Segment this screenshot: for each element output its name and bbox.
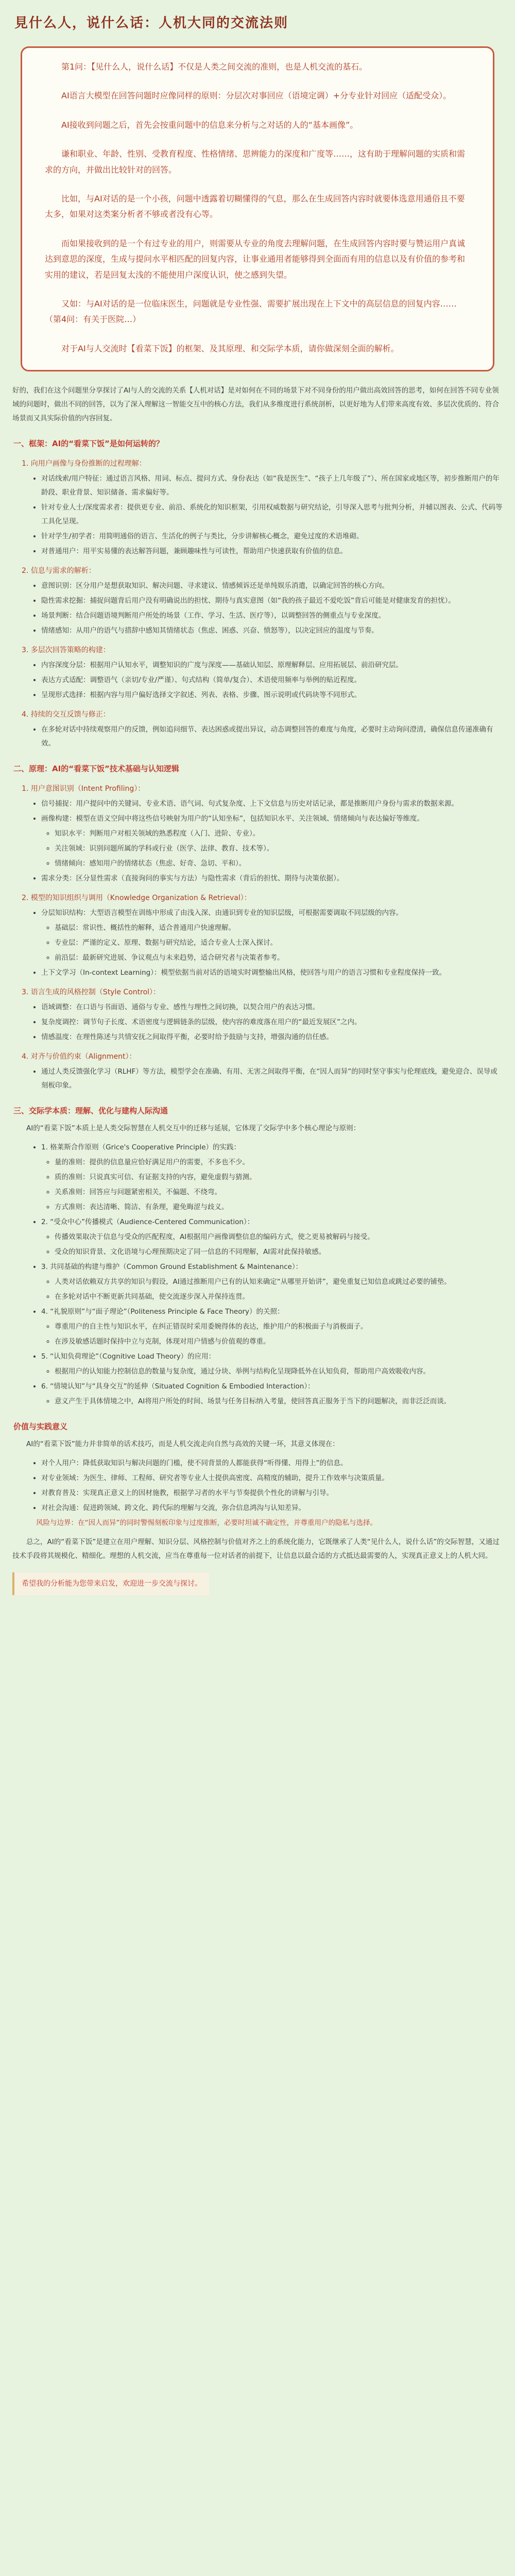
list-item bbox=[41, 1001, 503, 1014]
subsection-heading: 1. 向用户画像与身份推断的过程理解： bbox=[22, 460, 146, 468]
nested-list bbox=[41, 1156, 503, 1214]
bullet-list bbox=[12, 472, 503, 558]
list-item bbox=[41, 797, 503, 811]
intro-paragraph: 而如果接收到的是一个有过专业的用户，则需要从专业的角度去理解问题，在生成回答内容时要与赞运用户真诚达到意思的深度，生成与提问水平相匹配的回复内容，让事业通用者能够得到全面而有用的信息以及有价值的参考和实用的建议，若是回复太浅的不能使用户深度认识，使之感到失望。 bbox=[45, 238, 466, 280]
list-item bbox=[41, 1030, 503, 1044]
list-item-text: 对普通用户：用平实易懂的表达解答问题，兼顾趣味性与可读性，帮助用户快速获取有价值的信息。 bbox=[41, 547, 347, 556]
list-item-text: 对教育普及：实现真正意义上的因材施教，根据学习者的水平与节奏提供个性化的讲解与引导。 bbox=[41, 1489, 333, 1498]
list-item-text: 1. 格莱斯合作原则（Grice's Cooperative Principle）的实践： bbox=[41, 1143, 241, 1152]
section-heading: 一、框架：AI的“看菜下饭”是如何运转的？ bbox=[13, 439, 164, 449]
list-item bbox=[41, 723, 503, 751]
nested-list-item: ◦ 量的准则：提供的信息量应恰好满足用户的需要，不多也不少。 bbox=[55, 1156, 503, 1170]
list-item bbox=[41, 1260, 503, 1304]
list-item bbox=[41, 545, 503, 558]
list-item bbox=[41, 579, 503, 593]
list-item-text: 画像构建：模型在语义空间中将这些信号映射为用户的“认知坐标”，包括知识水平、关注领域、情绪倾向与表达偏好等维度。 bbox=[41, 815, 424, 823]
list-item bbox=[41, 1305, 503, 1349]
nested-list bbox=[41, 1275, 503, 1304]
nested-list-item: ◦ 专业层：严谨的定义、原理、数据与研究结论，适合专业人士深入探讨。 bbox=[55, 936, 503, 950]
list-item-text: 6. “情境认知”与“具身交互”的延伸（Situated Cognition & Embodied Interaction）： bbox=[41, 1382, 315, 1391]
list-item-text: 意图识别：区分用户是想获取知识、解决问题、寻求建议、情感倾诉还是单纯娱乐消遣，以确定回答的核心方向。 bbox=[41, 582, 389, 590]
list-item-text: 复杂度调控：调节句子长度、术语密度与逻辑链条的层级，使内容的难度落在用户的“最近发展区”之内。 bbox=[41, 1018, 362, 1027]
list-item bbox=[41, 1380, 503, 1409]
list-item-text: 语域调整：在口语与书面语、通俗与专业、感性与理性之间切换，以契合用户的表达习惯。 bbox=[41, 1003, 319, 1012]
nested-list-item: ◦ 质的准则：只说真实可信、有证据支持的内容，避免虚假与猜测。 bbox=[55, 1171, 503, 1184]
list-item-text: 在多轮对话中持续观察用户的反馈，例如追问细节、表达困惑或提出异议，动态调整回答的难度与角度，必要时主动询问澄清，确保信息传递准确有效。 bbox=[41, 725, 493, 748]
list-item-text: 风险与边界：在“因人而异”的同时警惕刻板印象与过度推断，必要时坦诚不确定性，并尊重用户的隐私与选择。 bbox=[36, 1519, 377, 1528]
list-item bbox=[41, 1456, 503, 1470]
nested-list-item: ◦ 人类对话依赖双方共享的知识与假设，AI通过推断用户已有的认知来确定“从哪里开始讲”，避免重复已知信息或跳过必要的铺垫。 bbox=[55, 1275, 503, 1289]
intro-box bbox=[21, 46, 494, 371]
nested-list bbox=[41, 1395, 503, 1409]
intro-paragraph: 又如：与AI对话的是一位临床医生，问题就是专业性强、需要扩展出现在上下文中的高层信息的回复内容……（第4问：有关于医院…） bbox=[45, 298, 457, 325]
nested-list bbox=[41, 1230, 503, 1259]
section-paragraph: AI的“看菜下饭”本质上是人类交际智慧在人机交互中的迁移与延展，它体现了交际学中多个核心理论与原则： bbox=[26, 1124, 360, 1133]
nested-list-item: ◦ 在涉及敏感话题时保持中立与克制，体现对用户情感与价值观的尊重。 bbox=[55, 1335, 503, 1349]
title-bar bbox=[0, 0, 515, 43]
intro-paragraph: 第1问：【见什么人，说什么话】不仅是人类之间交流的准则，也是人机交流的基石。 bbox=[61, 62, 368, 72]
section-heading: 二、原理：AI的“看菜下饭”技术基础与认知逻辑 bbox=[13, 764, 179, 774]
intro-paragraph: 比如，与AI对话的是一个小孩，问题中透露着切糊懂得的气息，那么在生成回答内容时就要体选意用通俗且不要太多，如果对这类案分析者不够或者没有心等。 bbox=[45, 193, 465, 219]
intro-paragraph: 谦和职业、年龄、性别、受教育程度、性格情绪、思辨能力的深度和广度等……，这有助于理解问题的实质和需求的方向，并做出比较针对的回答。 bbox=[45, 149, 466, 175]
subsection-heading: 2. 信息与需求的解析： bbox=[22, 567, 96, 575]
list-item bbox=[41, 594, 503, 608]
list-item-text: 场景判断：结合问题语境判断用户所处的场景（工作、学习、生活、医疗等），以调整回答的侧重点与专业深度。 bbox=[41, 612, 386, 620]
section-heading: 三、交际学本质：理解、优化与建构人际沟通 bbox=[13, 1106, 168, 1116]
list-item-text: 3. 共同基础的构建与维护（Common Ground Establishment & Maintenance）： bbox=[41, 1263, 303, 1272]
nested-list-item: ◦ 根据用户的认知能力控制信息的数量与复杂度，通过分块、举例与结构化呈现降低外在认知负荷，帮助用户高效吸收内容。 bbox=[55, 1365, 503, 1379]
list-item-text: 对个人用户：降低获取知识与解决问题的门槛，使不同背景的人都能获得“听得懂、用得上”的信息。 bbox=[41, 1459, 348, 1468]
section-heading: 价值与实践意义 bbox=[13, 1422, 68, 1432]
list-item-text: 2. “受众中心”传播模式（Audience-Centered Communication）： bbox=[41, 1218, 254, 1227]
nested-list bbox=[41, 1320, 503, 1349]
list-item bbox=[41, 673, 503, 687]
list-item bbox=[41, 966, 503, 980]
list-item-text: 通过人类反馈强化学习（RLHF）等方法，模型学会在准确、有用、无害之间取得平衡，在“因人而异”的同时坚守事实与伦理底线，避免迎合、误导或刻板印象。 bbox=[41, 1067, 497, 1090]
list-item bbox=[41, 1065, 503, 1093]
closing-note: 希望我的分析能为您带来启发，欢迎进一步交流与探讨。 bbox=[12, 1572, 209, 1595]
list-item bbox=[41, 609, 503, 623]
list-item-text: 内容深度分层：根据用户认知水平，调整知识的广度与深度——基础认知层、原理解释层、应用拓展层、前沿研究层。 bbox=[41, 661, 403, 670]
list-item-text: 针对专业人士/深度需求者：提供更专业、前沿、系统化的知识框架，引用权威数据与研究结论，引导深入思考与批判分析，并辅以图表、公式、代码等工具化呈现。 bbox=[41, 503, 503, 526]
list-item bbox=[41, 530, 503, 544]
nested-list-item: ◦ 知识水平：判断用户对相关领域的熟悉程度（入门、进阶、专业）。 bbox=[55, 827, 503, 841]
list-item-text: 信号捕捉：用户提问中的关键词、专业术语、语气词、句式复杂度、上下文信息与历史对话记录，都是推断用户身份与需求的数据来源。 bbox=[41, 800, 458, 808]
bullet-list bbox=[12, 723, 503, 751]
nested-list-item: ◦ 关系准则：回答应与问题紧密相关，不偏题、不绕弯。 bbox=[55, 1185, 503, 1199]
intro-paragraph: 对于AI与人交流时【看菜下饭】的框架、及其原理、和交际学本质，请你做深刻全面的解析。 bbox=[61, 343, 399, 353]
nested-list-item: ◦ 意义产生于具体情境之中，AI将用户所处的时间、场景与任务目标纳入考量，使回答真正服务于当下的问题解决，而非泛泛而谈。 bbox=[55, 1395, 503, 1409]
nested-list bbox=[41, 921, 503, 965]
subsection-heading: 4. 对齐与价值约束（Alignment）： bbox=[22, 1053, 136, 1061]
list-item-text: 4. “礼貌原则”与“面子理论”（Politeness Principle & Face Theory）的关照： bbox=[41, 1308, 284, 1316]
nested-list bbox=[41, 1365, 503, 1379]
subsection-heading: 4. 持续的交互反馈与修正： bbox=[22, 710, 110, 719]
nested-list-item: ◦ 传播效果取决于信息与受众的匹配程度，AI根据用户画像调整信息的编码方式，使之更易被解码与接受。 bbox=[55, 1230, 503, 1244]
bullet-list bbox=[12, 797, 503, 886]
list-item bbox=[41, 501, 503, 529]
intro-paragraph: AI接收到问题之后，首先会按重问题中的信息来分析与之对话的人的“基本画像”。 bbox=[61, 120, 358, 130]
page-title: 見什么人，说什么话：人机大同的交流法则 bbox=[14, 15, 289, 31]
list-item bbox=[41, 1015, 503, 1029]
list-item bbox=[41, 812, 503, 871]
list-item-text: 对话线索/用户特征：通过语言风格、用词、标点、提问方式、身份表达（如“我是医生”、“孩子上几年级了”）、所在国家或地区等，初步推断用户的年龄段、职业背景、知识储备、需求偏好等。 bbox=[41, 474, 500, 497]
intro-paragraph: AI语言大模型在回答问题时应像同样的原则：分层次对事回应（语境定调）+分专业针对回应（适配受众）。 bbox=[61, 91, 452, 101]
bullet-list bbox=[12, 1065, 503, 1093]
list-item-text: 需求分类：区分显性需求（直接询问的事实与方法）与隐性需求（背后的担忧、期待与决策依据）。 bbox=[41, 874, 344, 883]
nested-list bbox=[41, 827, 503, 871]
answer-lead: 好的，我们在这个问题里分享探讨了AI与人的交流的关系【人机对话】是对如何在不同的场景下对不同身份的用户做出高效回答的思考，如何在回答不同专业领域的问题时，做出不同的回答，以为了深入理解这一智能交互中的核心方法，我们从多维度进行系统剖析，以更好地为人们带来高度有效、多层次优质的、符合场景而又具实际价值的内容回复。 bbox=[12, 386, 499, 423]
nested-list-item: ◦ 受众的知识背景、文化语境与心理预期决定了同一信息的不同理解，AI需对此保持敏感。 bbox=[55, 1245, 503, 1259]
list-item bbox=[41, 1486, 503, 1500]
answer-content bbox=[0, 371, 515, 1595]
subsection-heading: 3. 多层次回答策略的构建： bbox=[22, 646, 110, 655]
list-item-text: 针对学生/初学者：用简明通俗的语言、生活化的例子与类比，分步讲解核心概念，避免过度的术语堆砌。 bbox=[41, 532, 364, 541]
list-item bbox=[41, 1350, 503, 1379]
list-item bbox=[41, 872, 503, 886]
list-item bbox=[41, 1215, 503, 1259]
nested-list-item: ◦ 关注领域：识别问题所属的学科或行业（医学、法律、教育、技术等）。 bbox=[55, 842, 503, 856]
list-item-text: 对专业领域：为医生、律师、工程师、研究者等专业人士提供高密度、高精度的辅助，提升工作效率与决策质量。 bbox=[41, 1474, 389, 1483]
nested-list-item: ◦ 情绪倾向：感知用户的情绪状态（焦虑、好奇、急切、平和）。 bbox=[55, 857, 503, 871]
list-item-text: 情感温度：在理性陈述与共情安抚之间取得平衡，必要时给予鼓励与支持，增强沟通的信任感。 bbox=[41, 1033, 333, 1042]
list-item-text: 上下文学习（In-context Learning）：模型依据当前对话的语境实时调整输出风格，使回答与用户的语言习惯和专业程度保持一致。 bbox=[41, 969, 446, 977]
list-item bbox=[41, 906, 503, 965]
list-item-text: 隐性需求挖掘：捕捉问题背后用户没有明确说出的担忧、期待与真实意图（如“我的孩子最近不爱吃饭”背后可能是对健康发育的担忧）。 bbox=[41, 597, 455, 605]
list-item bbox=[41, 1471, 503, 1485]
list-item bbox=[41, 624, 503, 638]
list-item bbox=[41, 472, 503, 500]
section-paragraph: AI的“看菜下饭”能力并非简单的话术技巧，而是人机交流走向自然与高效的关键一环，其意义体现在： bbox=[26, 1440, 339, 1449]
nested-list-item: ◦ 前沿层：最新研究进展、争议观点与未来趋势，适合研究者与决策者参考。 bbox=[55, 951, 503, 965]
list-item bbox=[36, 1516, 503, 1530]
sections-container bbox=[12, 436, 503, 1530]
list-item-text: 5. “认知负荷理论”（Cognitive Load Theory）的应用： bbox=[41, 1352, 216, 1361]
summary-paragraph: 总之，AI的“看菜下饭”是建立在用户理解、知识分层、风格控制与价值对齐之上的系统化能力，它既继承了人类“见什么人，说什么话”的交际智慧，又通过技术手段将其规模化、精细化。理想的人机交流，应当在尊重每一位对话者的前提下，让信息以最合适的方式抵达最需要的人，实现真正意义上的人机大同。 bbox=[12, 1538, 500, 1561]
bullet-list bbox=[12, 658, 503, 702]
subsection-heading: 2. 模型的知识组织与调用（Knowledge Organization & Retrieval）： bbox=[22, 894, 251, 903]
subsection-heading: 3. 语言生成的风格控制（Style Control）： bbox=[22, 988, 161, 997]
bullet-list bbox=[12, 1141, 503, 1409]
nested-list-item: ◦ 尊重用户的自主性与知识水平，在纠正错误时采用委婉得体的表达，维护用户的积极面子与消极面子。 bbox=[55, 1320, 503, 1334]
list-item-text: 表达方式适配：调整语气（亲切/专业/严谨）、句式结构（简单/复合）、术语使用频率与举例的贴近程度。 bbox=[41, 676, 362, 685]
list-item-text: 情绪感知：从用户的语气与措辞中感知其情绪状态（焦虑、困惑、兴奋、愤怒等），以决定回应的温度与节奏。 bbox=[41, 626, 379, 635]
nested-list-item: ◦ 基础层：常识性、概括性的解释，适合普通用户快速理解。 bbox=[55, 921, 503, 935]
list-item-text: 对社会沟通：促进跨领域、跨文化、跨代际的理解与交流，弥合信息鸿沟与认知差异。 bbox=[41, 1504, 305, 1513]
nested-list-item: ◦ 方式准则：表达清晰、简洁、有条理，避免晦涩与歧义。 bbox=[55, 1200, 503, 1214]
nested-list-item: ◦ 在多轮对话中不断更新共同基础，使交流逐步深入并保持连贯。 bbox=[55, 1290, 503, 1304]
list-item bbox=[41, 1501, 503, 1515]
list-item-text: 分层知识结构：大型语言模型在训练中形成了由浅入深、由通识到专业的知识层级，可根据需要调取不同层级的内容。 bbox=[41, 909, 403, 918]
bullet-list bbox=[12, 1001, 503, 1044]
list-item bbox=[41, 688, 503, 702]
list-item-text: 呈现形式选择：根据内容与用户偏好选择文字叙述、列表、表格、步骤、图示说明或代码块等不同形式。 bbox=[41, 691, 361, 700]
bullet-list bbox=[12, 1456, 503, 1530]
bullet-list bbox=[12, 579, 503, 638]
list-item bbox=[41, 658, 503, 672]
subsection-heading: 1. 用户意图识别（Intent Profiling）： bbox=[22, 785, 145, 793]
bullet-list bbox=[12, 906, 503, 980]
list-item bbox=[41, 1141, 503, 1214]
